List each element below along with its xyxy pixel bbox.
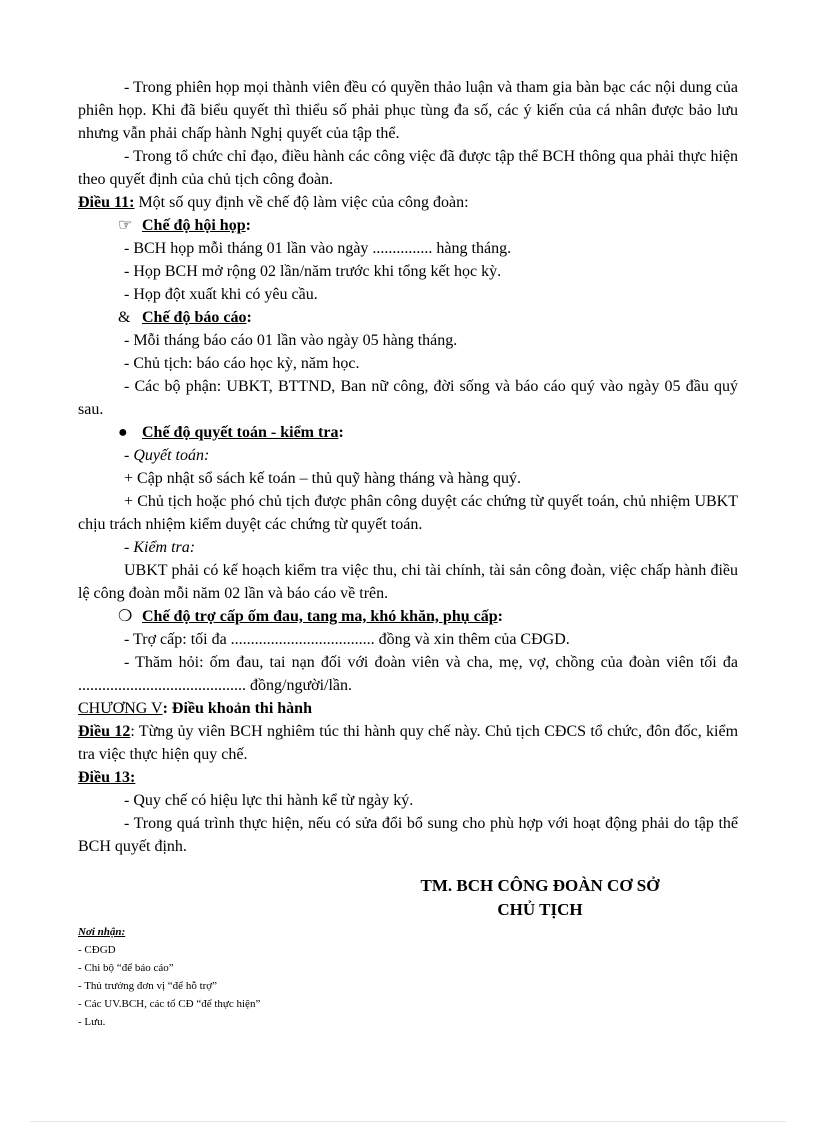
list-item: - Trợ cấp: tối đa .................................... đồng và xin thêm của CĐGD. xyxy=(124,631,570,648)
signature-block xyxy=(400,874,680,922)
signature-line-1: TM. BCH CÔNG ĐOÀN CƠ SỞ xyxy=(420,876,660,895)
chapter-title: : Điều khoản thi hành xyxy=(162,700,312,717)
list-item: - Chủ tịch: báo cáo học kỳ, năm học. xyxy=(124,355,360,372)
list-item: - Quy chế có hiệu lực thi hành kể từ ngày ký. xyxy=(124,792,414,809)
pointing-hand-icon: ☞ xyxy=(118,217,133,234)
paragraph: - Trong phiên họp mọi thành viên đều có quyền thảo luận và tham gia bàn bạc các nội dung của phiên họp. Khi đã biểu quyết thì thiểu số phải phục tùng đa số, các ý kiến của cá nhân được bảo lưu nhưng vẫn phải chấp hành Nghị quyết của tập thể. xyxy=(78,79,738,142)
list-item: + Chủ tịch hoặc phó chủ tịch được phân công duyệt các chứng từ quyết toán, chủ nhiệm UBKT chịu trách nhiệm kiểm duyệt các chứng từ quyết toán. xyxy=(78,493,738,533)
list-item: - Họp đột xuất khi có yêu cầu. xyxy=(124,286,318,303)
article-12 xyxy=(78,720,738,766)
bullet-icon: ● xyxy=(118,424,128,441)
recipients-title: Nơi nhận: xyxy=(78,926,126,938)
section-title: Chế độ hội họp xyxy=(142,217,246,234)
list-item: - Trong quá trình thực hiện, nếu có sửa đổi bổ sung cho phù hợp với hoạt động phải do tập thể BCH quyết định. xyxy=(78,815,738,855)
section-allowance-heading: ❍ Chế độ trợ cấp ốm đau, tang ma, khó khăn, phụ cấp: xyxy=(78,605,738,628)
recipient-item: - CĐGD xyxy=(78,944,116,956)
list-item: - Họp BCH mở rộng 02 lần/năm trước khi tổng kết học kỳ. xyxy=(124,263,502,280)
section-report-heading: & Chế độ báo cáo: xyxy=(78,306,738,329)
article-13 xyxy=(78,766,738,789)
chapter-label: CHƯƠNG V xyxy=(78,700,163,717)
article-11 xyxy=(78,191,738,214)
recipient-item: - Lưu. xyxy=(78,1016,106,1028)
article-label: Điều 12 xyxy=(78,723,131,740)
list-item: - BCH họp mỗi tháng 01 lần vào ngày ............... hàng tháng. xyxy=(124,240,512,257)
page-bottom-divider xyxy=(30,1121,786,1122)
section-meeting-heading: ☞ Chế độ hội họp: xyxy=(78,214,738,237)
article-text: Một số quy định về chế độ làm việc của công đoàn: xyxy=(134,194,469,211)
recipient-item: - Các UV.BCH, các tổ CĐ “để thực hiện” xyxy=(78,998,261,1010)
article-label: Điều 13: xyxy=(78,769,136,786)
paragraph: - Trong tổ chức chỉ đạo, điều hành các công việc đã được tập thể BCH thông qua phải thực hiện theo quyết định của chủ tịch công đoàn. xyxy=(78,148,738,188)
list-item: + Cập nhật sổ sách kế toán – thủ quỹ hàng tháng và hàng quý. xyxy=(124,470,521,487)
chapter-5-heading xyxy=(78,697,738,720)
subheading: - Quyết toán: xyxy=(124,447,210,464)
article-text: : Từng ủy viên BCH nghiêm túc thi hành quy chế này. Chủ tịch CĐCS tổ chức, đôn đốc, kiểm tra việc thực hiện quy chế. xyxy=(78,723,739,763)
circle-icon: ❍ xyxy=(118,608,133,625)
signature-line-2: CHỦ TỊCH xyxy=(497,900,583,919)
recipients-block xyxy=(78,923,438,1031)
ampersand-icon: & xyxy=(118,309,131,326)
subheading: - Kiểm tra: xyxy=(124,539,196,556)
section-title: Chế độ quyết toán - kiểm tra xyxy=(142,424,339,441)
section-audit-heading: ● Chế độ quyết toán - kiểm tra: xyxy=(78,421,738,444)
list-item: UBKT phải có kế hoạch kiểm tra việc thu, chi tài chính, tài sản công đoàn, việc chấp hành điều lệ công đoàn mỗi năm 02 lần và báo cáo về trên. xyxy=(78,562,738,602)
recipient-item: - Thủ trưởng đơn vị “để hỗ trợ” xyxy=(78,980,217,992)
recipient-item: - Chi bộ “để báo cáo” xyxy=(78,962,174,974)
article-label: Điều 11: xyxy=(78,194,135,211)
list-item: - Mỗi tháng báo cáo 01 lần vào ngày 05 hàng tháng. xyxy=(124,332,458,349)
document-body xyxy=(78,76,738,858)
section-title: Chế độ trợ cấp ốm đau, tang ma, khó khăn, phụ cấp xyxy=(142,608,498,625)
section-title: Chế độ báo cáo xyxy=(142,309,247,326)
list-item: - Các bộ phận: UBKT, BTTND, Ban nữ công, đời sống và báo cáo quý vào ngày 05 đầu quý sau. xyxy=(78,378,738,418)
list-item: - Thăm hỏi: ốm đau, tai nạn đối với đoàn viên và cha, mẹ, vợ, chồng của đoàn viên tối đa .......................................... đồng/người/lần. xyxy=(78,654,738,694)
